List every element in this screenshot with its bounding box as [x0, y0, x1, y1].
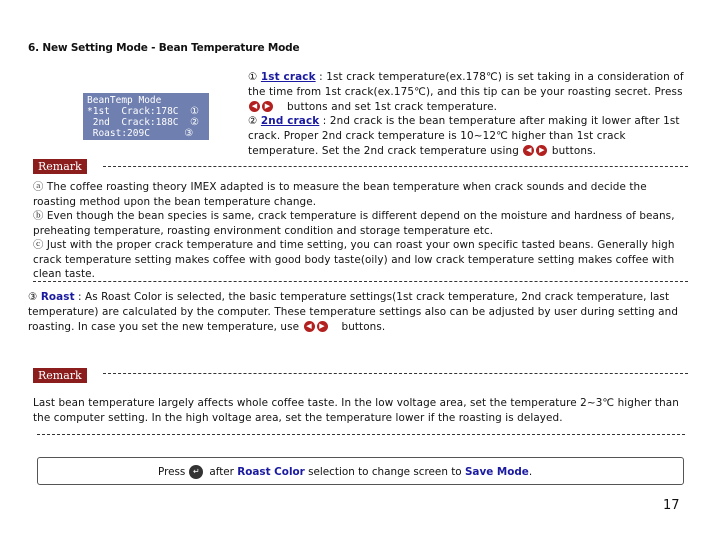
roast-paragraph [28, 290, 688, 334]
note-b: ⓑ Even though the bean species is same, crack temperature is different depend on the moisture and hardness of beans, preheating temperature, roasting environment condition and storage temperature etc. [33, 210, 675, 237]
remark-label: Remark [33, 159, 87, 174]
keyword-2nd-crack: 2nd crack [260, 115, 320, 128]
lcd-display [83, 93, 209, 140]
crack-settings-paragraph [248, 70, 688, 159]
instruction-text [158, 465, 532, 479]
divider [103, 166, 688, 167]
lcd-line-1: BeanTemp Mode [87, 95, 162, 106]
end-text: . [528, 466, 533, 478]
text-1st-crack: : 1st crack temperature(ex.178℃) is set taking in a consideration of the time from 1st crack(ex.175℃), and this tip can be your roasting secret. Press [248, 71, 684, 98]
text-2nd-crack: : 2nd crack is the bean temperature after making it lower after 1st crack. Proper 2nd crack temperature is 10~12℃ higher than 1st crack temperature. Set the 2nd crack temperature using [248, 115, 680, 157]
keyword-save-mode: Save Mode [464, 466, 529, 478]
divider [33, 281, 688, 282]
item-number-2: ② [248, 115, 261, 128]
right-arrow-button-icon: ▶ [262, 101, 273, 112]
note-c: ⓒ Just with the proper crack temperature and time setting, you can roast your own specific tasted beans. Generally high crack temperature setting makes coffee with good body taste(oily) and low crack temperature setting makes coffee with clean taste. [33, 239, 675, 280]
remark-notes [33, 180, 688, 282]
left-arrow-button-icon: ◀ [304, 321, 315, 332]
press-text: Press [158, 466, 186, 478]
enter-button-icon: ↵ [189, 465, 203, 479]
left-arrow-button-icon: ◀ [523, 145, 534, 156]
lcd-line-2: *1st Crack:178C [87, 106, 179, 117]
mid-text: selection to change screen to [304, 466, 465, 478]
text-roast-end: buttons. [341, 320, 386, 333]
divider [37, 434, 685, 435]
keyword-roast: Roast [40, 291, 75, 303]
left-arrow-button-icon: ◀ [249, 101, 260, 112]
remark-label: Remark [33, 368, 87, 383]
lcd-line-3: 2nd Crack:188C [87, 117, 179, 128]
page-number: 17 [663, 498, 680, 513]
right-arrow-button-icon: ▶ [317, 321, 328, 332]
right-arrow-button-icon: ▶ [536, 145, 547, 156]
lcd-line-4: Roast:209C [87, 128, 150, 139]
divider [103, 373, 688, 374]
text-roast: : As Roast Color is selected, the basic temperature settings(1st crack temperature, 2nd crack temperature, last temperature) are calculated by the computer. These temperature settings also can be adjusted by user during setting and roasting. In case you set the new temperature, use [28, 291, 679, 333]
item-number-3: ③ [28, 291, 41, 303]
keyword-1st-crack: 1st crack [260, 71, 316, 83]
after-text: after [209, 466, 234, 478]
text-2nd-crack-end: buttons. [548, 144, 597, 157]
text-1st-crack-end: buttons and set 1st crack temperature. [287, 100, 498, 113]
lcd-marker-3: ③ [184, 128, 194, 139]
item-number-1: ① [248, 71, 261, 83]
note-a: ⓐ The coffee roasting theory IMEX adapted is to measure the bean temperature when crack sounds and decide the roasting method upon the bean temperature change. [33, 181, 647, 208]
section-heading: 6. New Setting Mode - Bean Temperature Mode [28, 42, 300, 54]
keyword-roast-color: Roast Color [237, 466, 305, 478]
lcd-marker-1: ① [189, 106, 199, 117]
last-temperature-remark: Last bean temperature largely affects whole coffee taste. In the low voltage area, set the temperature 2~3℃ higher than the computer setting. In the high voltage area, set the temperature lower if the roasting is delayed. [33, 397, 679, 424]
lcd-marker-2: ② [189, 117, 199, 128]
